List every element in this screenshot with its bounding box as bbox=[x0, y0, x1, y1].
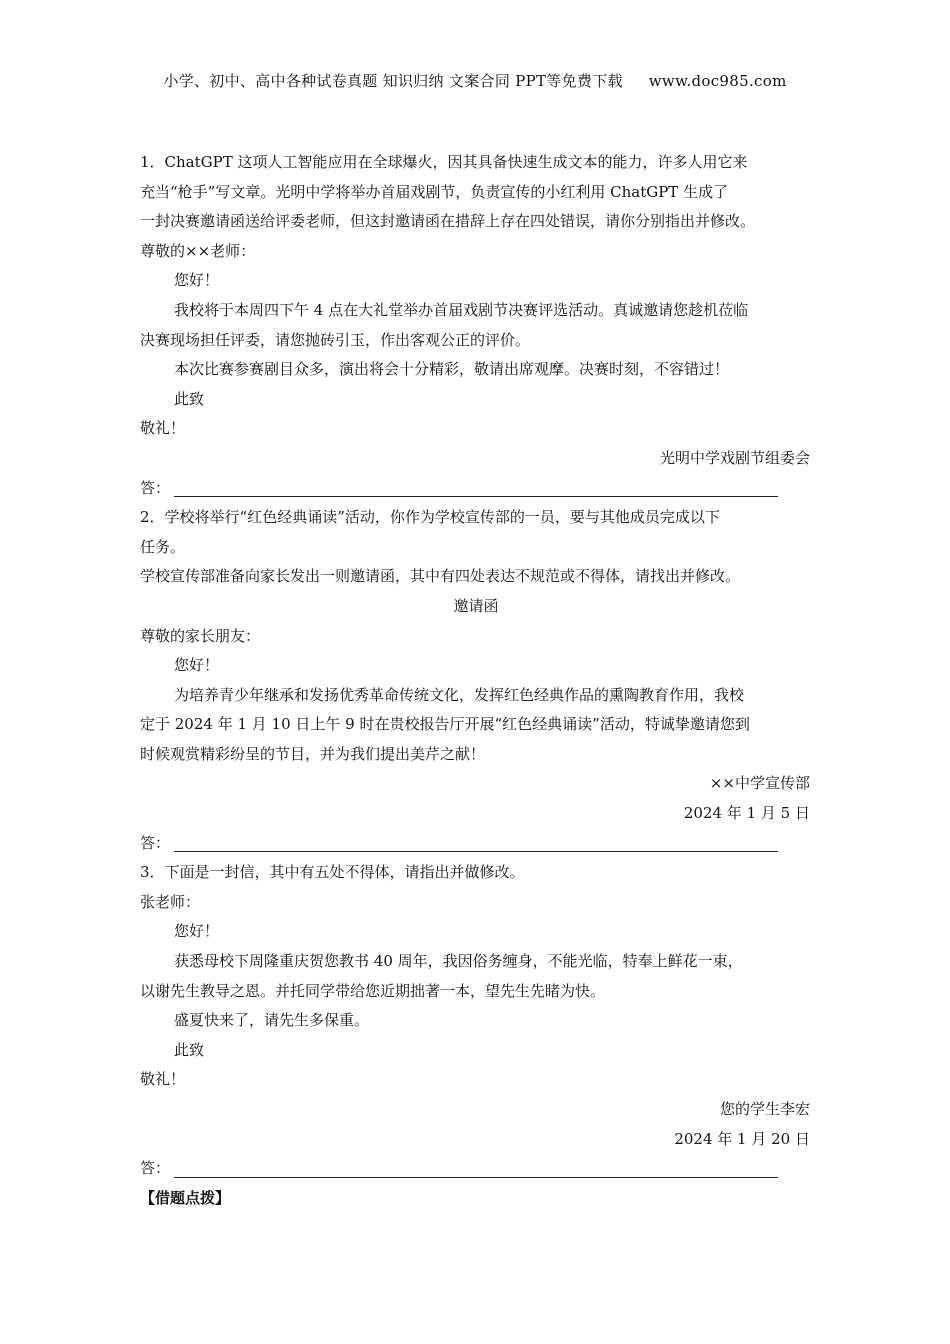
q3-signature: 您的学生李宏 bbox=[719, 1100, 810, 1118]
q1-answer-blank[interactable] bbox=[174, 478, 778, 497]
q2-line-2: 任务。 bbox=[140, 537, 186, 556]
q2-greeting: 您好！ bbox=[174, 656, 220, 675]
q2-body-2: 定于 2024 年 1 月 10 日上午 9 时在贵校报告厅开展“红色经典诵读”活动，特诚挚邀请您到 bbox=[140, 715, 750, 734]
q3-salutation: 张老师： bbox=[140, 892, 201, 911]
question-1 bbox=[140, 148, 812, 503]
q3-cizhi: 此致 bbox=[174, 1040, 205, 1059]
q3-answer-row bbox=[140, 1154, 812, 1184]
q1-salutation: 尊敬的××老师： bbox=[140, 241, 256, 260]
q3-date: 2024 年 1 月 20 日 bbox=[674, 1129, 810, 1148]
q3-body-2: 以谢先生教导之恩。并托同学带给您近期拙著一本，望先生先睹为快。 bbox=[140, 981, 606, 1000]
q2-body-3: 时候观赏精彩纷呈的节目，并为我们提出美芹之献！ bbox=[140, 744, 486, 763]
q1-body-3: 本次比赛参赛剧目众多，演出将会十分精彩，敬请出席观摩。决赛时刻，不容错过！ bbox=[174, 360, 730, 379]
q1-greeting: 您好！ bbox=[174, 271, 220, 290]
q2-signature: ××中学宣传部 bbox=[709, 774, 810, 793]
q2-date: 2024 年 1 月 5 日 bbox=[683, 804, 810, 823]
q3-answer-blank[interactable] bbox=[174, 1159, 778, 1178]
footer-heading: 【借题点拨】 bbox=[140, 1188, 231, 1207]
q2-line-3: 学校宣传部准备向家长发出一则邀请函，其中有四处表达不规范或不得体，请找出并修改。 bbox=[140, 567, 741, 586]
q1-signature: 光明中学戏剧节组委会 bbox=[659, 448, 810, 467]
q3-body-1: 获悉母校下周隆重庆贺您教书 40 周年，我因俗务缠身，不能光临，特奉上鲜花一束， bbox=[174, 952, 743, 971]
q1-line-2: 充当“枪手”写文章。光明中学将举办首届戏剧节，负责宣传的小红利用 ChatGPT 生成了 bbox=[140, 182, 729, 201]
header-site: www.doc985.com bbox=[648, 72, 787, 90]
page-header bbox=[0, 70, 950, 91]
q1-jingli: 敬礼！ bbox=[140, 419, 186, 438]
q1-answer-row bbox=[140, 474, 812, 504]
q2-body-1: 为培养青少年继承和发扬优秀革命传统文化，发挥红色经典作品的熏陶教育作用，我校 bbox=[174, 685, 745, 704]
question-2 bbox=[140, 503, 812, 858]
q3-line-1: 3．下面是一封信，其中有五处不得体，请指出并做修改。 bbox=[140, 863, 525, 882]
document-content bbox=[140, 148, 812, 1213]
q3-body-3: 盛夏快来了，请先生多保重。 bbox=[174, 1011, 370, 1030]
question-3 bbox=[140, 858, 812, 1184]
q1-answer-label: 答： bbox=[140, 478, 171, 497]
q2-answer-blank[interactable] bbox=[174, 833, 778, 852]
q1-line-3: 一封决赛邀请函送给评委老师，但这封邀请函在措辞上存在四处错误，请你分别指出并修改。 bbox=[140, 212, 756, 231]
q2-salutation: 尊敬的家长朋友： bbox=[140, 626, 261, 645]
header-text: 小学、初中、高中各种试卷真题 知识归纳 文案合同 PPT等免费下载 bbox=[163, 72, 623, 90]
q3-greeting: 您好！ bbox=[174, 922, 220, 941]
q1-body-1: 我校将于本周四下午 4 点在大礼堂举办首届戏剧节决赛评选活动。真诚邀请您趁机莅临 bbox=[174, 300, 749, 319]
q1-body-2: 决赛现场担任评委，请您抛砖引玉，作出客观公正的评价。 bbox=[140, 330, 531, 349]
q2-answer-label: 答： bbox=[140, 833, 171, 852]
q1-line-1: 1．ChatGPT 这项人工智能应用在全球爆火，因其具备快速生成文本的能力，许多人用它来 bbox=[140, 153, 748, 171]
q2-line-1: 2．学校将举行“红色经典诵读”活动，你作为学校宣传部的一员，要与其他成员完成以下 bbox=[140, 508, 720, 527]
q2-title: 邀请函 bbox=[453, 596, 499, 615]
q1-cizhi: 此致 bbox=[174, 389, 205, 408]
q3-jingli: 敬礼！ bbox=[140, 1070, 186, 1089]
q3-answer-label: 答： bbox=[140, 1159, 171, 1178]
q2-answer-row bbox=[140, 829, 812, 859]
